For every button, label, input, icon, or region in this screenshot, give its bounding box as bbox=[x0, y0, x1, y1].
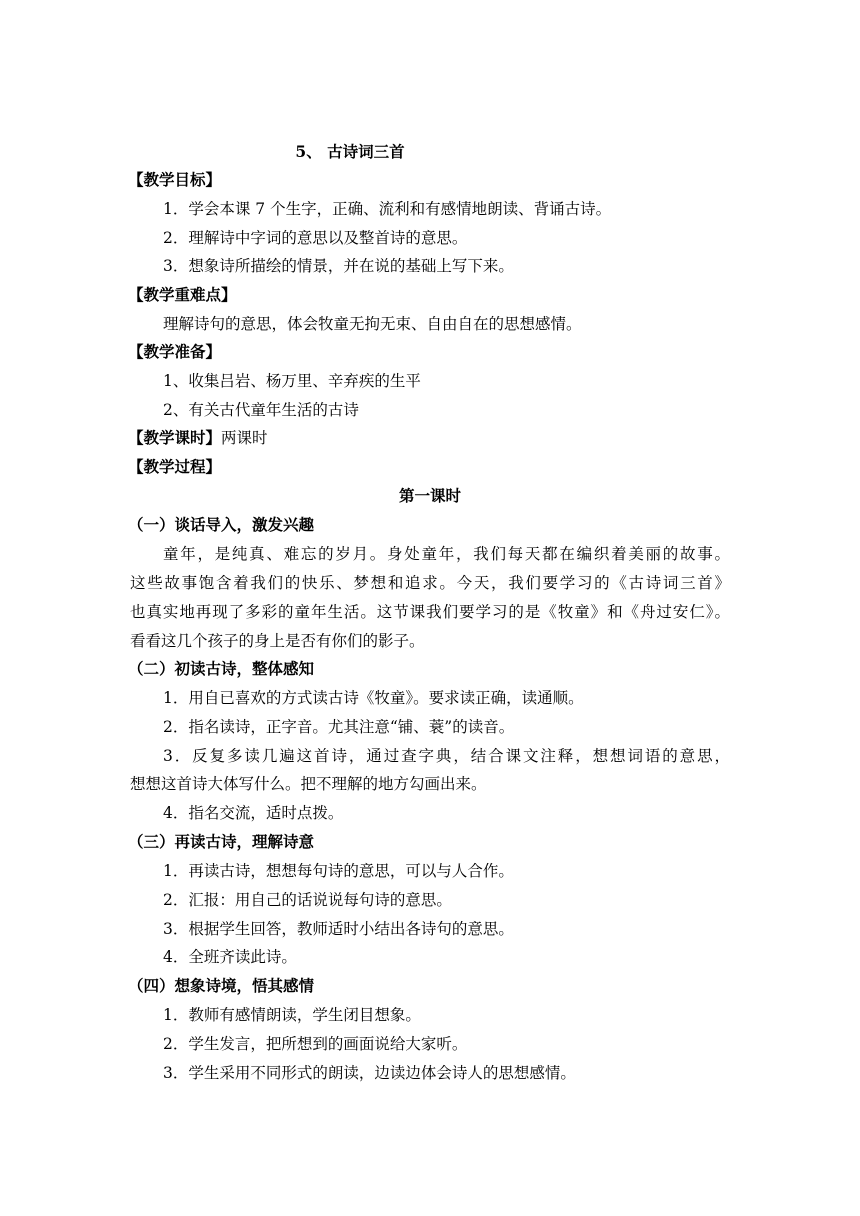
part3-item: 4．全班齐读此诗。 bbox=[163, 948, 297, 966]
part2-item: 3．反复多读几遍这首诗，通过查字典，结合课文注释，想想词语的意思， bbox=[163, 747, 730, 765]
preparation-heading: 【教学准备】 bbox=[128, 342, 222, 361]
part1-heading: （一）谈话导入，激发兴趣 bbox=[128, 515, 315, 534]
part1-paragraph-line: 童年，是纯真、难忘的岁月。身处童年，我们每天都在编织着美丽的故事。 bbox=[163, 545, 730, 563]
part1-paragraph-line: 这些故事饱含着我们的快乐、梦想和追求。今天，我们要学习的《古诗词三首》 bbox=[130, 574, 730, 592]
class-hours-value: 两课时 bbox=[221, 429, 268, 447]
part4-item: 3．学生采用不同形式的朗读，边读边体会诗人的思想感情。 bbox=[163, 1064, 576, 1082]
preparation-item: 1、收集吕岩、杨万里、辛弃疾的生平 bbox=[163, 372, 421, 390]
class-hours-heading: 【教学课时】 bbox=[128, 428, 222, 447]
key-points-heading: 【教学重难点】 bbox=[128, 285, 237, 304]
goal-item: 3．想象诗所描绘的情景，并在说的基础上写下来。 bbox=[163, 257, 514, 275]
key-points-text: 理解诗句的意思，体会牧童无拘无束、自由自在的思想感情。 bbox=[163, 315, 582, 333]
goal-item: 2．理解诗中字词的意思以及整首诗的意思。 bbox=[163, 229, 468, 247]
part3-heading: （三）再读古诗，理解诗意 bbox=[128, 832, 315, 851]
part2-heading: （二）初读古诗，整体感知 bbox=[128, 659, 315, 678]
preparation-item: 2、有关古代童年生活的古诗 bbox=[163, 401, 359, 419]
lesson-title: 第一课时 bbox=[398, 486, 461, 505]
goal-item: 1．学会本课 7 个生字，正确、流利和有感情地朗读、背诵古诗。 bbox=[163, 200, 612, 218]
part2-item: 4．指名交流，适时点拨。 bbox=[163, 804, 344, 822]
goals-heading: 【教学目标】 bbox=[128, 170, 222, 189]
process-heading: 【教学过程】 bbox=[128, 457, 222, 476]
part1-paragraph-line: 看看这几个孩子的身上是否有你们的影子。 bbox=[130, 632, 425, 650]
part2-item: 2．指名读诗，正字音。尤其注意“铺、蓑”的读音。 bbox=[163, 718, 515, 736]
part3-item: 2．汇报：用自己的话说说每句诗的意思。 bbox=[163, 891, 452, 909]
part3-item: 1．再读古诗，想想每句诗的意思，可以与人合作。 bbox=[163, 862, 514, 880]
part1-paragraph-line: 也真实地再现了多彩的童年生活。这节课我们要学习的是《牧童》和《舟过安仁》。 bbox=[130, 603, 730, 621]
part4-item: 1．教师有感情朗读，学生闭目想象。 bbox=[163, 1006, 421, 1024]
part2-item-continuation: 想想这首诗大体写什么。把不理解的地方勾画出来。 bbox=[130, 775, 487, 793]
part2-item: 1．用自已喜欢的方式读古诗《牧童》。要求读正确，读通顺。 bbox=[163, 689, 584, 707]
page-title: 5、 古诗词三首 bbox=[295, 142, 405, 161]
class-hours bbox=[128, 428, 268, 448]
part3-item: 3．根据学生回答，教师适时小结出各诗句的意思。 bbox=[163, 920, 514, 938]
part4-item: 2．学生发言，把所想到的画面说给大家听。 bbox=[163, 1035, 468, 1053]
part4-heading: （四）想象诗境，悟其感情 bbox=[128, 976, 315, 995]
